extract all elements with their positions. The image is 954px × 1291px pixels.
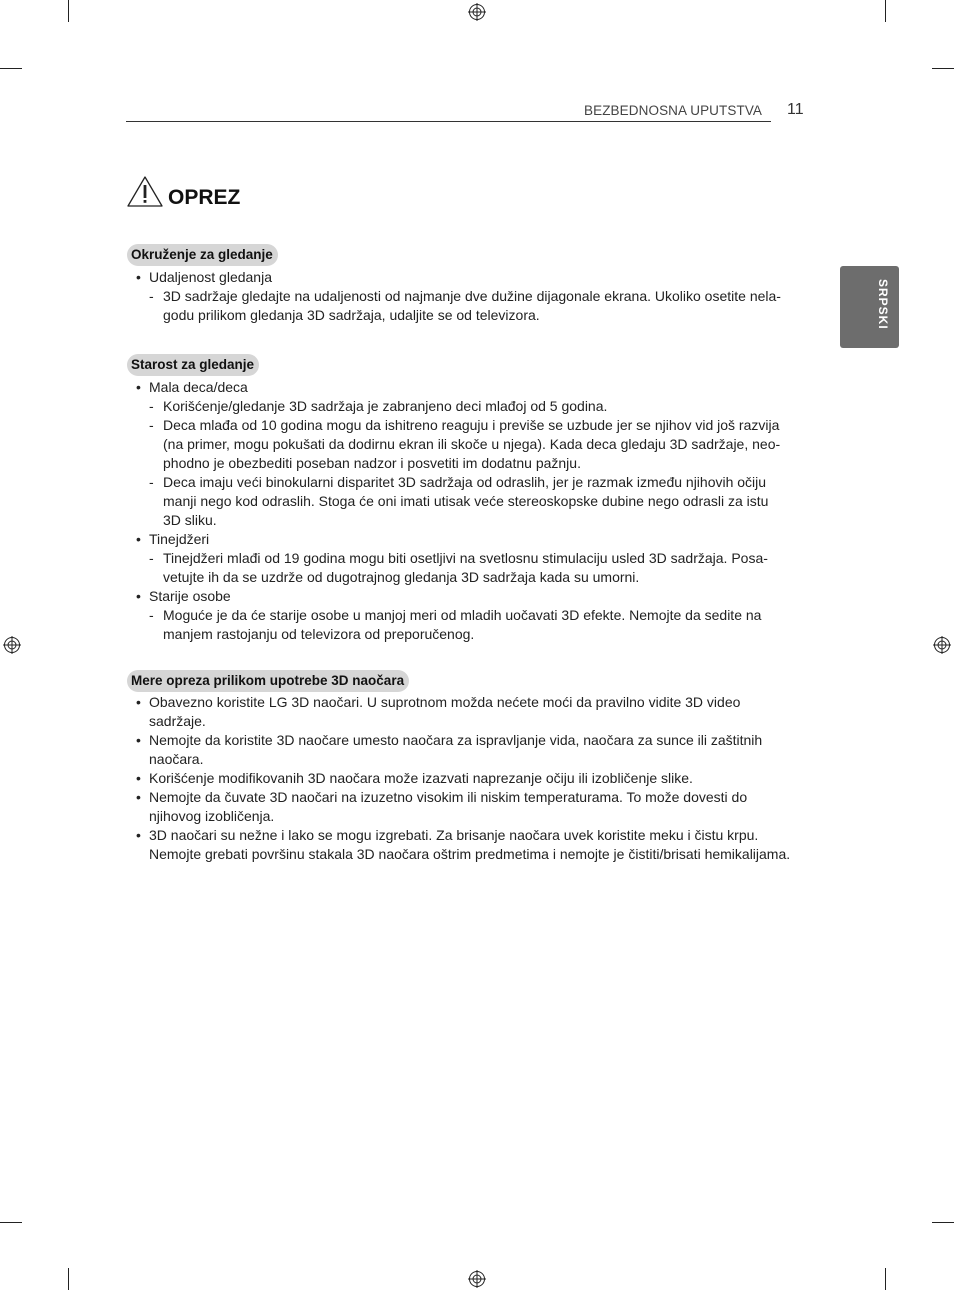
page-title: OPREZ: [168, 186, 241, 209]
bullet-item-text: Tinejdžeri: [149, 531, 210, 547]
sub-item-text: (na primer, mogu pokušati da dodirnu ekran ili skoče u njega). Kada deca gledaju 3D sadržaje, neo-: [163, 436, 781, 452]
sub-item-text: vetujte ih da se uzdrže od dugotrajnog gledanja 3D sadržaja kada su umorni.: [163, 569, 640, 585]
sub-item-text: manji nego kod odraslih. Stoga će oni imati utisak veće stereoskopske dubine nego odrasli za istu: [163, 493, 769, 509]
sub-item-text: phodno je obezbediti poseban nadzor i posvetiti im dodatnu pažnju.: [163, 455, 581, 471]
bullet-item-text: sadržaje.: [149, 713, 206, 729]
bullet-marker: •: [136, 770, 141, 786]
sub-item-text: godu prilikom gledanja 3D sadržaja, udaljite se od televizora.: [163, 307, 540, 323]
sub-item-text: Korišćenje/gledanje 3D sadržaja je zabranjeno deci mlađoj od 5 godina.: [163, 398, 608, 414]
bullet-item-text: Korišćenje modifikovanih 3D naočara može izazvati naprezanje očiju ili izobličenje slike.: [149, 770, 693, 786]
bullet-item-text: Nemojte da koristite 3D naočare umesto naočara za ispravljanje vida, naočara za sunce ili zaštitnih: [149, 732, 763, 748]
crop-mark: [885, 0, 886, 22]
sub-item-text: 3D sadržaje gledajte na udaljenosti od najmanje dve dužine dijagonale ekrana. Ukoliko osetite nela-: [163, 288, 781, 304]
dash-marker: -: [149, 474, 154, 490]
bullet-marker: •: [136, 269, 141, 285]
bullet-marker: •: [136, 789, 141, 805]
crop-mark: [885, 1268, 886, 1290]
warning-triangle-icon: [126, 175, 164, 208]
bullet-item-text: njihovog izobličenja.: [149, 808, 275, 824]
page-number: 11: [787, 101, 804, 118]
sub-item-text: 3D sliku.: [163, 512, 217, 528]
bullet-item-text: Starije osobe: [149, 588, 231, 604]
bullet-marker: •: [136, 827, 141, 843]
crop-mark: [0, 1222, 22, 1223]
dash-marker: -: [149, 607, 154, 623]
bullet-item-text: naočara.: [149, 751, 204, 767]
bullet-item-text: Obavezno koristite LG 3D naočari. U suprotnom možda nećete moći da pravilno vidite 3D video: [149, 694, 741, 710]
bullet-item-text: Mala deca/deca: [149, 379, 248, 395]
dash-marker: -: [149, 550, 154, 566]
bullet-marker: •: [136, 531, 141, 547]
registration-mark-icon: [468, 1270, 486, 1288]
section-heading: Starost za gledanje: [127, 354, 259, 376]
dash-marker: -: [149, 288, 154, 304]
bullet-item-text: 3D naočari su nežne i lako se mogu izgrebati. Za brisanje naočara uvek koristite meku i čistu krpu.: [149, 827, 759, 843]
section-heading: Okruženje za gledanje: [127, 244, 278, 266]
language-tab: [840, 266, 899, 348]
crop-mark: [932, 68, 954, 69]
bullet-marker: •: [136, 379, 141, 395]
registration-mark-icon: [3, 636, 21, 654]
bullet-item-text: Udaljenost gledanja: [149, 269, 272, 285]
crop-mark: [932, 1222, 954, 1223]
bullet-item-text: Nemojte da čuvate 3D naočari na izuzetno visokim ili niskim temperaturama. To može dovesti do: [149, 789, 748, 805]
sub-item-text: Tinejdžeri mlađi od 19 godina mogu biti osetljivi na svetlosnu stimulaciju usled 3D sadržaja. Posa-: [163, 550, 768, 566]
sub-item-text: Deca imaju veći binokularni disparitet 3D sadržaja od odraslih, jer je razmak između njihovih očiju: [163, 474, 767, 490]
dash-marker: -: [149, 417, 154, 433]
section-heading: Mere opreza prilikom upotrebe 3D naočara: [127, 670, 409, 692]
language-tab-label: SRPSKI: [876, 279, 890, 330]
registration-mark-icon: [468, 3, 486, 21]
bullet-marker: •: [136, 694, 141, 710]
sub-item-text: Deca mlađa od 10 godina mogu da ishitreno reaguju i previše se uzbude jer se njihov vid još razvija: [163, 417, 780, 433]
bullet-marker: •: [136, 732, 141, 748]
header-rule: [126, 121, 771, 122]
sub-item-text: Moguće je da će starije osobe u manjoj meri od mladih uočavati 3D efekte. Nemojte da sedite na: [163, 607, 762, 623]
registration-mark-icon: [933, 636, 951, 654]
sub-item-text: manjem rastojanju od televizora od preporučenog.: [163, 626, 475, 642]
bullet-item-text: Nemojte grebati površinu stakala 3D naočara oštrim predmetima i nemojte je čistiti/brisati hemikalijama.: [149, 846, 791, 862]
dash-marker: -: [149, 398, 154, 414]
crop-mark: [68, 1268, 69, 1290]
bullet-marker: •: [136, 588, 141, 604]
running-header-title: BEZBEDNOSNA UPUTSTVA: [584, 103, 763, 118]
crop-mark: [0, 68, 22, 69]
crop-mark: [68, 0, 69, 22]
